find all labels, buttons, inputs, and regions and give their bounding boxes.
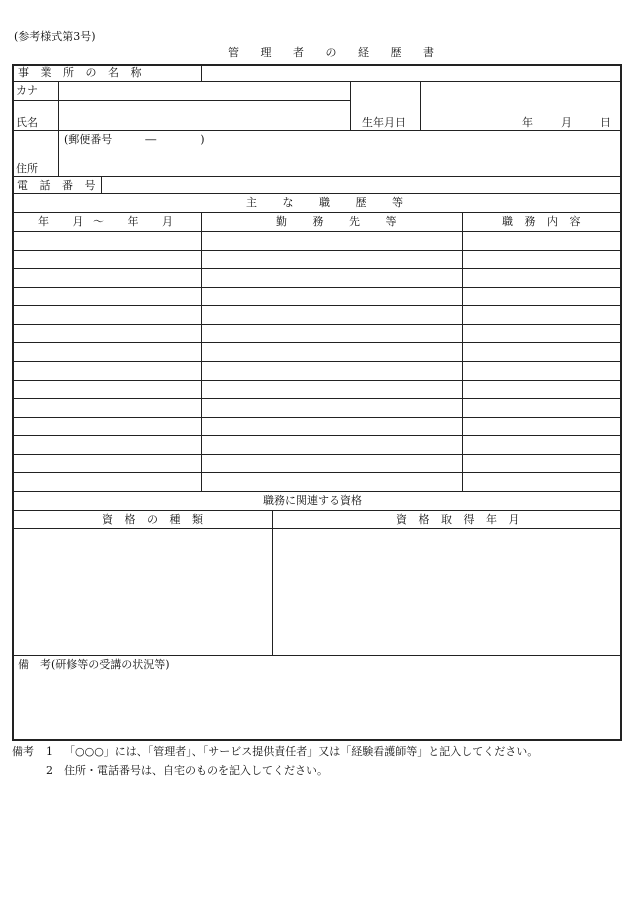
career-table-row[interactable] bbox=[14, 418, 620, 436]
career-table-row[interactable] bbox=[14, 325, 620, 343]
notes-heading: 備考 bbox=[12, 745, 34, 758]
remarks-field[interactable] bbox=[14, 674, 620, 738]
kana-field[interactable] bbox=[59, 82, 349, 100]
note-2-number: 2 bbox=[46, 764, 53, 777]
border-right bbox=[620, 64, 622, 741]
birthdate-field[interactable] bbox=[421, 82, 620, 130]
career-col-duties: 職 務 内 容 bbox=[502, 215, 585, 228]
career-table-row[interactable] bbox=[14, 343, 620, 361]
form-code: (参考様式第3号) bbox=[14, 30, 96, 43]
qualification-col-type: 資 格 の 種 類 bbox=[102, 513, 207, 526]
career-table-row[interactable] bbox=[14, 232, 620, 250]
phone-label: 電 話 番 号 bbox=[17, 179, 100, 192]
address-label: 住所 bbox=[16, 162, 38, 175]
career-table-row[interactable] bbox=[14, 288, 620, 306]
qualification-date-field[interactable] bbox=[273, 529, 620, 655]
office-name-label: 事 業 所 の 名 称 bbox=[18, 66, 146, 79]
name-field[interactable] bbox=[59, 101, 349, 130]
phone-field[interactable] bbox=[102, 177, 620, 192]
career-table-row[interactable] bbox=[14, 362, 620, 380]
career-table-row[interactable] bbox=[14, 251, 620, 269]
qualification-type-field[interactable] bbox=[14, 529, 271, 655]
career-table-row[interactable] bbox=[14, 455, 620, 473]
name-label: 氏名 bbox=[16, 116, 38, 129]
postal-code-label: (郵便番号 ― ) bbox=[64, 133, 205, 146]
note-1-number: 1 bbox=[46, 745, 53, 758]
birthdate-label: 生年月日 bbox=[362, 116, 406, 129]
birthdate-units: 年 月 日 bbox=[522, 116, 613, 129]
page-title: 管 理 者 の 経 歴 書 bbox=[228, 46, 443, 59]
career-table-row[interactable] bbox=[14, 269, 620, 287]
kana-label: カナ bbox=[16, 84, 38, 97]
office-name-field[interactable] bbox=[202, 65, 620, 81]
career-table-row[interactable] bbox=[14, 306, 620, 324]
career-col-period: 年 月 ～ 年 月 bbox=[38, 215, 176, 228]
border-bottom bbox=[12, 739, 622, 741]
career-table-row[interactable] bbox=[14, 436, 620, 454]
career-table-row[interactable] bbox=[14, 381, 620, 399]
qualifications-section-title: 職務に関連する資格 bbox=[263, 494, 362, 507]
note-1-text: 「○○○」には、「管理者」、「サービス提供責任者」又は「経験看護師等」と記入してください。 bbox=[64, 745, 539, 758]
note-2-text: 住所・電話番号は、自宅のものを記入してください。 bbox=[64, 764, 328, 777]
address-field[interactable] bbox=[59, 147, 620, 175]
career-col-workplace: 勤 務 先 等 bbox=[276, 215, 408, 228]
career-table-row[interactable] bbox=[14, 473, 620, 491]
career-table-row[interactable] bbox=[14, 399, 620, 417]
remarks-label: 備 考(研修等の受講の状況等) bbox=[18, 658, 170, 671]
qualification-col-date: 資 格 取 得 年 月 bbox=[396, 513, 524, 526]
career-section-title: 主 な 職 歴 等 bbox=[246, 196, 414, 209]
